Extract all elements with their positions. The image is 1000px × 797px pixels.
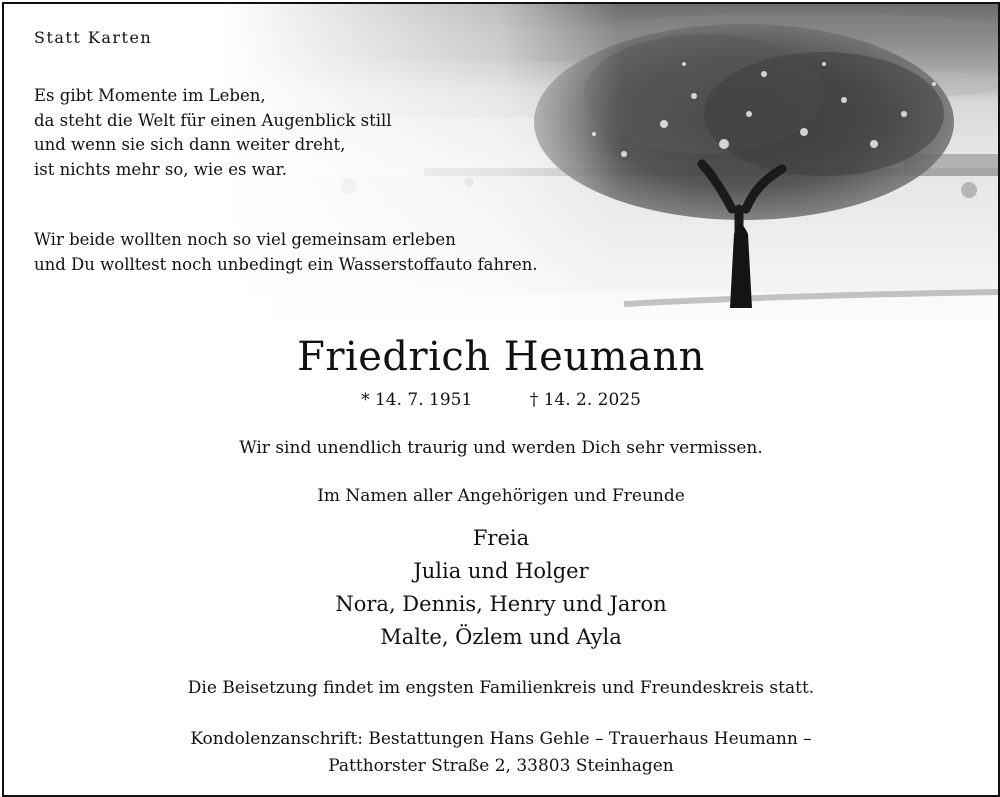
family-line: Nora, Dennis, Henry und Jaron: [335, 592, 667, 616]
condolence-address: [4, 726, 998, 780]
personal-wish: [34, 228, 674, 277]
address-line: Kondolenzanschrift: Bestattungen Hans Gehle – Trauerhaus Heumann –: [190, 729, 812, 749]
poem: [34, 84, 674, 182]
poem-line: ist nichts mehr so, wie es war.: [34, 159, 287, 179]
poem-line: und wenn sie sich dann weiter dreht,: [34, 135, 346, 154]
obituary-card: [2, 2, 1000, 797]
family-line: Freia: [472, 526, 530, 550]
poem-line: da steht die Welt für einen Augenblick still: [34, 110, 392, 130]
family-line: Malte, Özlem und Ayla: [380, 625, 622, 649]
family-list: [4, 522, 998, 654]
family-line: Julia und Holger: [413, 559, 589, 583]
obituary-body: [4, 320, 998, 795]
wish-line: und Du wolltest noch unbedingt ein Wasserstoffauto fahren.: [34, 254, 538, 274]
in-name-of: Im Namen aller Angehörigen und Freunde: [317, 486, 685, 506]
mourning-sentence: Wir sind unendlich traurig und werden Dich sehr vermissen.: [239, 438, 763, 458]
statt-karten-label: Statt Karten: [34, 28, 153, 47]
address-line: Patthorster Straße 2, 33803 Steinhagen: [328, 756, 674, 776]
deceased-name: Friedrich Heumann: [297, 334, 705, 380]
wish-line: Wir beide wollten noch so viel gemeinsam erleben: [34, 230, 456, 249]
burial-notice: Die Beisetzung findet im engsten Familienkreis und Freundeskreis statt.: [187, 678, 815, 698]
death-date: † 14. 2. 2025: [529, 390, 641, 410]
life-dates: [4, 390, 998, 410]
birth-date: * 14. 7. 1951: [361, 390, 473, 410]
poem-line: Es gibt Momente im Leben,: [34, 86, 266, 105]
